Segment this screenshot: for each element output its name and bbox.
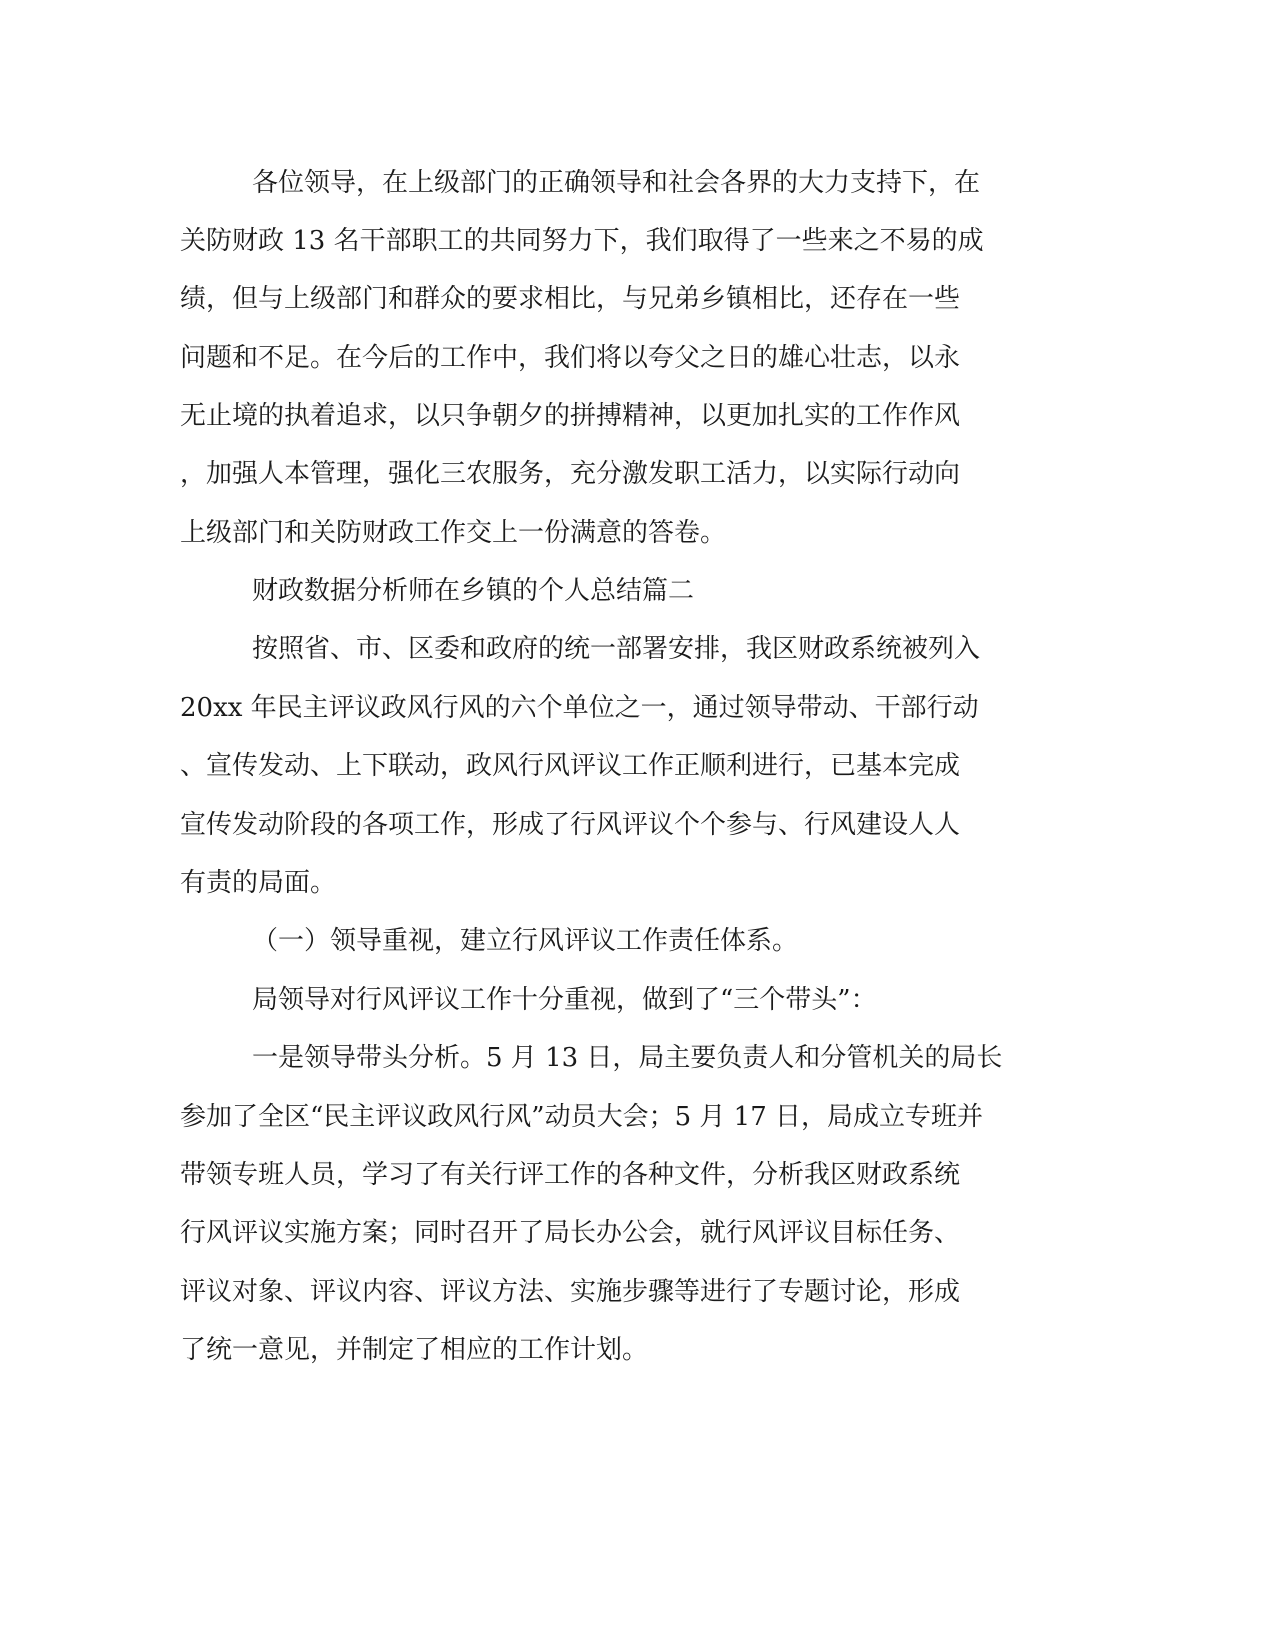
text-line: 按照省、市、区委和政府的统一部署安排，我区财政系统被列入: [252, 634, 981, 664]
text-line: 行风评议实施方案；同时召开了局长办公会，就行风评议目标任务、: [180, 1218, 961, 1248]
text-line: 问题和不足。在今后的工作中，我们将以夸父之日的雄心壮志，以永: [180, 343, 961, 373]
text-line: 上级部门和关防财政工作交上一份满意的答卷。: [180, 518, 727, 548]
text-line: 无止境的执着追求，以只争朝夕的拼搏精神，以更加扎实的工作作风: [180, 401, 961, 431]
text-line: 20xx 年民主评议政风行风的六个单位之一，通过领导带动、干部行动: [180, 693, 979, 723]
text-line: 各位领导，在上级部门的正确领导和社会各界的大力支持下，在: [252, 168, 981, 198]
subsection-heading: （一）领导重视，建立行风评议工作责任体系。: [252, 926, 799, 956]
text-line: 有责的局面。: [180, 868, 337, 898]
text-line: 一是领导带头分析。5 月 13 日，局主要负责人和分管机关的局长: [252, 1043, 1003, 1073]
text-line: 局领导对行风评议工作十分重视，做到了“三个带头”：: [252, 985, 877, 1015]
text-line: 关防财政 13 名干部职工的共同努力下，我们取得了一些来之不易的成: [180, 226, 984, 256]
text-line: 、宣传发动、上下联动，政风行风评议工作正顺利进行，已基本完成: [180, 751, 961, 781]
text-line: 评议对象、评议内容、评议方法、实施步骤等进行了专题讨论，形成: [180, 1277, 961, 1307]
text-line: 带领专班人员，学习了有关行评工作的各种文件，分析我区财政系统: [180, 1160, 961, 1190]
section-heading: 财政数据分析师在乡镇的个人总结篇二: [252, 576, 695, 606]
text-line: 宣传发动阶段的各项工作，形成了行风评议个个参与、行风建设人人: [180, 810, 961, 840]
text-line: 绩，但与上级部门和群众的要求相比，与兄弟乡镇相比，还存在一些: [180, 284, 961, 314]
text-line: 了统一意见，并制定了相应的工作计划。: [180, 1335, 649, 1365]
text-line: ，加强人本管理，强化三农服务，充分激发职工活力，以实际行动向: [180, 459, 961, 489]
text-line: 参加了全区“民主评议政风行风”动员大会；5 月 17 日，局成立专班并: [180, 1102, 984, 1132]
